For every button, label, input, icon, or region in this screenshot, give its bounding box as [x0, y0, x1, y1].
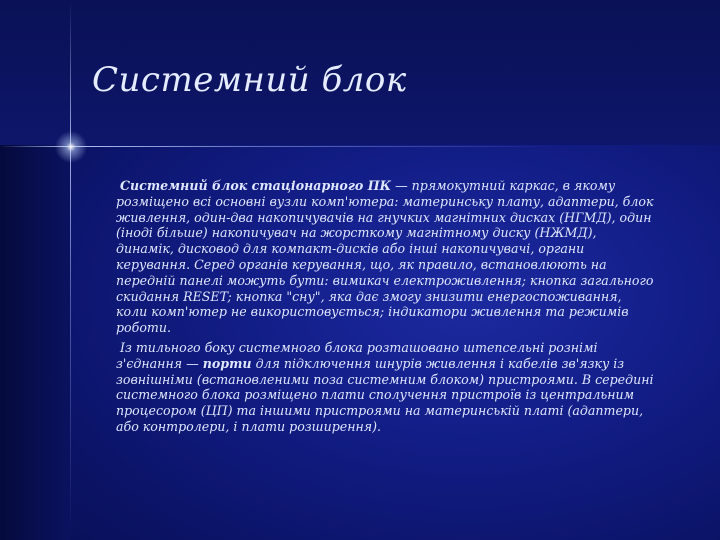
- paragraph-system-unit: [116, 178, 656, 336]
- paragraph-ports: [116, 340, 656, 435]
- slide-title: Системний блок: [92, 60, 407, 100]
- paragraph-text-after: для підключення шнурів живлення і кабелів зв'язку із зовнішніми (встановленими поза системним блоком) пристроями. В середині системного блока розміщено плати сполучення пристроїв із центральним процесором (ЦП) та іншими пристроями на материнській платі (адаптери, або контролери, і плати розширення).: [116, 355, 654, 434]
- paragraph-text-before: Із тильного боку системного блока розташовано штепсельні рознімі з'єднання —: [116, 339, 598, 371]
- paragraph-text: — прямокутний каркас, в якому розміщено всі основні вузли комп'ютера: материнську плату, адаптери, блок живлення, один-два накопичувачів на гнучких магнітних дисках (НГМД), один (іноді більше) накопичувач на жорсткому магнітному диску (НЖМД), динамік, дисковод для компакт-дисків або інші накопичувачі, органи керування. Серед органів керування, що, як правило, встановлюють на передній панелі можуть бути: вимикач електроживлення; кнопка загального скидання RESET; кнопка "сну", яка дає змогу знизити енергоспоживання, коли комп'ютер не використовується; індикатори живлення та режимів роботи.: [116, 178, 654, 336]
- sparkle-icon: [52, 128, 90, 166]
- slide-body: [116, 178, 656, 439]
- bold-term-ports: порти: [202, 355, 252, 371]
- vertical-accent-line: [70, 0, 71, 540]
- bold-lead: Системний блок стаціонарного ПК: [120, 178, 392, 193]
